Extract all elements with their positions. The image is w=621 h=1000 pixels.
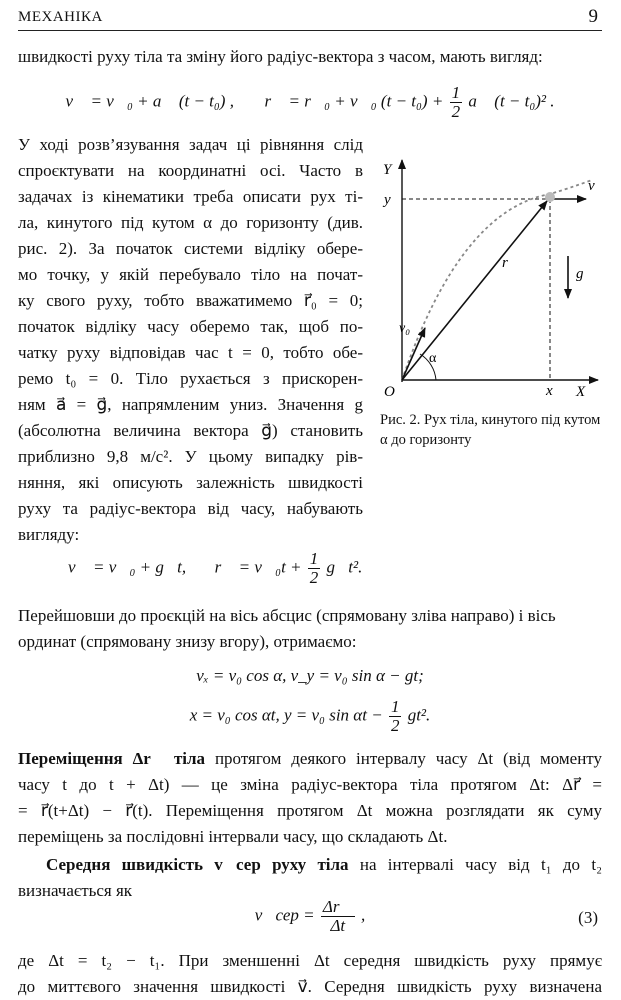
final-line-2: до миттєвого значення швидкості v⃗. Середня швидкість руху визначена	[18, 977, 602, 996]
eq4-frac-den: 2	[390, 716, 400, 735]
page-header	[18, 8, 602, 31]
eq2-frac-num: 1	[309, 549, 319, 568]
eq4-left: x = v₀ cos αt, y = v₀ sin αt −	[189, 705, 383, 725]
col-line: ла, кинутого під кутом α до горизонту (див.	[18, 213, 363, 232]
final-paragraph	[18, 948, 602, 1000]
label-v: v⃗	[588, 178, 607, 194]
label-O: O	[384, 384, 395, 400]
radius-vector	[402, 201, 547, 380]
eq2-right-b: g⃗t².	[326, 557, 363, 577]
col-line: приблизно 9,8 м/с². У цьому випадку рів-	[18, 447, 363, 466]
col-line: У ході розв’язування задач ці рівняння слід	[18, 135, 363, 154]
displacement-text: протягом деякого інтервалу часу Δt (від моменту	[214, 749, 603, 768]
page-number: 9	[588, 6, 598, 27]
col-line: рис. 2). За початок системи відліку обере-	[18, 239, 363, 258]
projection-line: Перейшовши до проєкцій на вісь абсцис (спрямовану зліва направо) і вісь	[18, 606, 556, 625]
eq1-right-b: a⃗ (t − t₀)² .	[468, 91, 555, 111]
displacement-line-2: часу t до t + Δt) — це зміна радіус-вектора тіла протягом Δt: Δr⃗ =	[18, 775, 602, 794]
displacement-line-3: = r⃗(t+Δt) − r⃗(t). Переміщення протягом Δt можна розглядати як суму	[18, 801, 602, 820]
label-g: g⃗	[576, 266, 596, 282]
col-line: початок відліку часу оберемо так, щоб по-	[18, 317, 363, 336]
displacement-line-1	[18, 746, 602, 772]
col-line: чатку руху відповідав час t = 0, тобто обе-	[18, 343, 363, 362]
label-y: y	[384, 192, 391, 208]
eq2-left: v⃗ = v⃗₀ + g⃗t,	[68, 557, 187, 577]
col-line: задачах із кінематики треба описати рух ті-	[18, 187, 363, 206]
eq1-fraction	[450, 84, 463, 121]
body-point	[545, 192, 555, 202]
eq5-frac-num: Δr⃗	[322, 897, 353, 916]
final-line-1: де Δt = t₂ − t₁. При зменшенні Δt середня швидкість руху прямує	[18, 951, 602, 970]
avg-line-1	[18, 852, 602, 878]
label-r: r⃗	[502, 255, 520, 271]
col-line: руху та радіус-вектора від часу, набувають	[18, 499, 363, 518]
eq4-frac-num: 1	[390, 697, 400, 716]
equation-number: (3)	[578, 908, 598, 927]
equation-5	[18, 898, 602, 935]
eq2-fraction	[308, 550, 321, 587]
label-alpha: α	[429, 351, 437, 366]
col-line: (абсолютна величина вектора g⃗) становить	[18, 421, 363, 440]
projection-paragraph	[18, 603, 602, 655]
col-line: ням a⃗ = g⃗, напрямленим униз. Значення g	[18, 395, 363, 414]
label-v0: v₀	[399, 321, 411, 336]
eq1-left: v⃗ = v⃗₀ + a⃗ (t − t₀) ,	[65, 91, 234, 111]
equation-1	[18, 84, 602, 121]
eq4-right: gt².	[407, 705, 431, 725]
equation-4	[18, 698, 602, 735]
col-line: спроєктувати на координатні осі. Часто в	[18, 161, 363, 180]
label-X: X	[576, 384, 586, 400]
eq5-right: ,	[360, 905, 366, 925]
col-line: мо точку, у якій перебувало тіло на почат-	[18, 265, 363, 284]
figure-caption: Рис. 2. Рух тіла, кинутого під кутом α до горизонту	[380, 412, 601, 448]
avg-text: на інтервалі часу від t₁ до t₂	[359, 855, 602, 874]
avg-line-2: визначається як	[18, 881, 133, 900]
eq5-frac-den: Δt	[330, 916, 346, 935]
section-title: МЕХАНІКА	[18, 9, 103, 25]
projectile-figure	[380, 150, 607, 400]
average-velocity-term: Середня швидкість v⃗сер руху тіла	[46, 855, 349, 874]
average-velocity-paragraph	[18, 852, 602, 904]
col-line: ку свого руху, тобто вважатимемо r⃗₀ = 0;	[18, 291, 363, 310]
label-x: x	[546, 383, 553, 399]
left-column-text	[18, 132, 363, 548]
eq1-frac-den: 2	[451, 102, 461, 121]
eq1-right-a: r⃗ = r⃗₀ + v⃗₀ (t − t₀) +	[264, 91, 444, 111]
eq5-fraction	[321, 898, 355, 935]
eq2-right-a: r⃗ = v⃗₀t +	[214, 557, 302, 577]
trajectory-curve	[402, 180, 592, 380]
eq4-fraction	[389, 698, 402, 735]
equation-2	[68, 550, 568, 587]
col-line: ремо t₀ = 0. Тіло рухається з прискорен-	[18, 369, 363, 388]
projection-line: ординат (спрямовану знизу вгору), отримаємо:	[18, 632, 357, 651]
displacement-term: Переміщення Δr⃗ тіла	[18, 749, 206, 768]
displacement-line-4: переміщень за послідовні інтервали часу, що складають Δt.	[18, 827, 448, 846]
displacement-paragraph	[18, 746, 602, 850]
eq5-left: v⃗сер =	[254, 905, 315, 925]
equation-3: vₓ = v₀ cos α, v_y = v₀ sin α − gt;	[196, 666, 424, 685]
textbook-page	[18, 0, 607, 1000]
col-line: няння, які описують залежність швидкості	[18, 473, 363, 492]
intro-line: швидкості руху тіла та зміну його радіус-вектора з часом, мають вигляд:	[18, 47, 543, 66]
eq2-frac-den: 2	[309, 568, 319, 587]
col-line: вигляду:	[18, 525, 80, 544]
eq1-frac-num: 1	[451, 83, 461, 102]
label-Y: Y	[383, 162, 392, 178]
